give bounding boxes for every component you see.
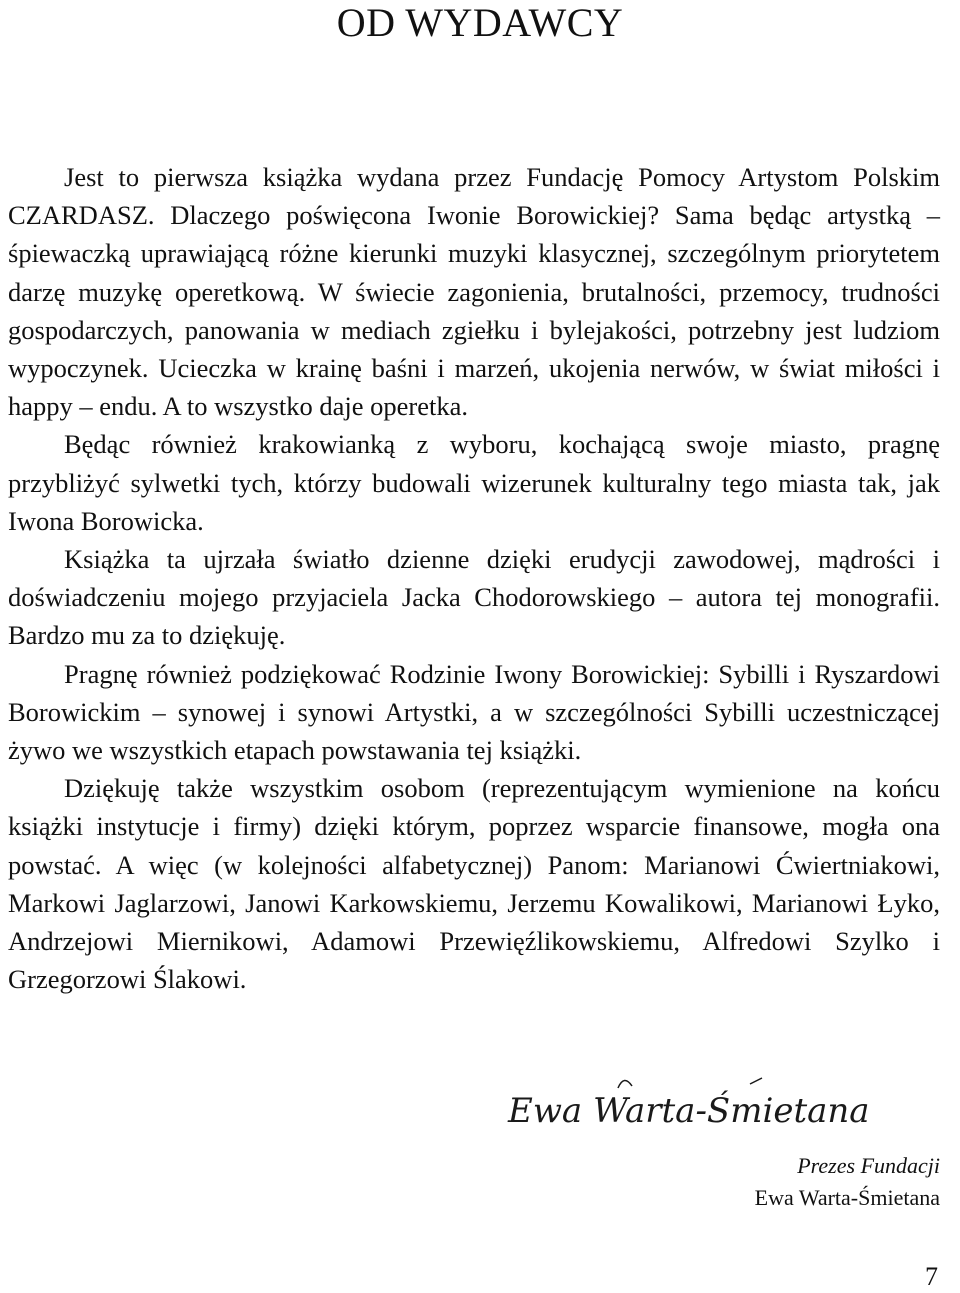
paragraph: Będąc również krakowianką z wyboru, kochającą swoje miasto, pragnę przybliżyć sylwetki tych, którzy budowali wizerunek kulturalny tego miasta tak, jak Iwona Borowicka. — [8, 429, 940, 536]
document-body — [8, 158, 940, 998]
signer-name: Ewa Warta-Śmietana — [754, 1185, 940, 1210]
paragraph: Pragnę również podziękować Rodzinie Iwony Borowickiej: Sybilli i Ryszardowi Borowickim – synowej i synowi Artystki, a w szczególności Sybilli uczestniczącej żywo we wszystkich etapach powstawania tej książki. — [8, 658, 940, 766]
paragraph: Dziękuję także wszystkim osobom (reprezentującym wymienione na końcu książki instytucje i firmy) dzięki którym, poprzez wsparcie finansowe, mogła ona powstać. A więc (w kolejności alfabetycznej) Panom: Marianowi Ćwiertniakowi, Markowi Jaglarzowi, Janowi Karkowskiemu, Jerzemu Kowalikowi, Marianowi Łyko, Andrzejowi Miernikowi, Adamowi Przewięźlikowskiemu, Alfredowi Szylko i Grzegorzowi Ślakowi. — [8, 773, 940, 995]
signature-graphic — [500, 1070, 940, 1150]
page-number: 7 — [925, 1262, 938, 1291]
page-title: OD WYDAWCY — [336, 0, 624, 45]
paragraph: Książka ta ujrzała światło dzienne dzięki erudycji zawodowej, mądrości i doświadczeniu mojego przyjaciela Jacka Chodorowskiego – autora tej monografii. Bardzo mu za to dziękuję. — [8, 544, 940, 651]
signature-text: Ewa Warta-Śmietana — [508, 1091, 870, 1131]
paragraph: Jest to pierwsza książka wydana przez Fundację Pomocy Artystom Polskim CZARDASZ. Dlaczego poświęcona Iwonie Borowickiej? Sama będąc artystką – śpiewaczką uprawiającą różne kierunki muzyki klasycznej, szczególnym priorytetem darzę muzykę operetkową. W świecie zagonienia, brutalności, przemocy, trudności gospodarczych, panowania w mediach zgiełku i bylejakości, potrzebny jest ludziom wypoczynek. Ucieczka w krainę baśni i marzeń, ukojenia nerwów, w świat miłości i happy – endu. A to wszystko daje operetka. — [8, 162, 940, 422]
signer-role: Prezes Fundacji — [797, 1153, 940, 1178]
handwritten-signature — [500, 1070, 940, 1150]
closing-block — [755, 1150, 940, 1214]
